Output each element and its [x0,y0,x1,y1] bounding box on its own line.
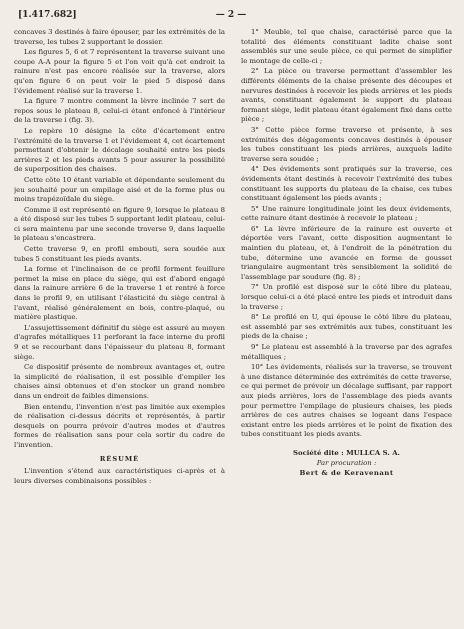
proxy-label: Par procuration : [316,458,377,467]
claim-item: 4° Des évidements sont pratiqués sur la traverse, ces évidements étant destinés à recevoir l'extrémité des tubes constituant les supports du plateau de la chaise, ces tubes constituant également les pieds avants ; [241,165,452,203]
paragraph: Ce dispositif présente de nombreux avantages et, outre la simplicité de réalisation, il est possible d'empiler les chaises ainsi obtenues et d'en stocker un grand nombre dans un endroit de faibles dimensions. [14,363,225,400]
page-header [12,10,450,24]
page-number: — 2 — [215,10,247,20]
paragraph: Cette traverse 9, en profil embouti, sera soudée aux tubes 5 constituant les pieds avants. [14,245,225,263]
paragraph: Cette côte 10 étant variable et dépendante seulement du jeu souhaité pour un empilage aisé et de la forme plus ou moins trapézoïdale du siège. [14,175,225,204]
left-column [14,28,225,487]
claim-item: 6° La lèvre inférieure de la rainure est ouverte et déportée vers l'avant, cette disposition augmentant le maintien du plateau, et, à l'endroit de la pénétration du tube, détermine une avancée en forme de gousset triangulaire augmentant très sensiblement la solidité de l'assemblage par soudure (fig. 8) ; [241,224,452,281]
paragraph: L'assujettissement définitif du siège est assuré au moyen d'agrafes métalliques 11 perforant la face interne du profil 9 et se recourbant dans l'épaisseur du plateau 8, formant siège. [14,323,225,361]
claim-item: 1° Meuble, tel que chaise, caractérisé parce que la totalité des éléments constituant ladite chaise sont assemblés sur une seule pièce, ce qui permet de simplifier le montage de celle-ci ; [241,28,452,65]
attorney-name: Bert & de Keravenant [299,468,394,477]
claim-item: 5° Une rainure longitudinale joint les deux évidements, cette rainure étant destinée à recevoir le plateau ; [241,204,452,223]
paragraph: Comme il est représenté en figure 9, lorsque le plateau 8 a été disposé sur les tubes 5 supportant ledit plateau, celui-ci sera maintenu par une seconde traverse 9, dans laquelle le plateau s'encastrera. [14,205,225,243]
claim-item: 2° La pièce ou traverse permettant d'assembler les différents éléments de la chaise présente des découpes et nervures destinées à recevoir les pieds arrières et les pieds avants, constituant également le support du plateau formant siège, ledit plateau étant également fixé dans cette pièce ; [241,67,452,124]
claim-item: 7° Un profilé est disposé sur le côté libre du plateau, lorsque celui-ci a été placé entre les pieds et introduit dans la traverse ; [241,283,452,311]
claim-item: 3° Cette pièce forme traverse et présente, à ses extrémités des dégagements concaves destinés à épouser les tubes constituant les pieds arrières, auxquels ladite traverse sera soudée ; [241,125,452,163]
text-columns [14,28,452,487]
company-name: Société dite : MULLCA S. A. [293,448,400,457]
paragraph: La figure 7 montre comment la lèvre inclinée 7 sert de repos sous le plateau 8, celui-ci étant enfoncé à l'intérieur de la traverse i (fig. 3). [14,97,225,125]
paragraph: concaves 3 destinés à faire épouser, par les extrémités de la traverse, les tubes 2 supportant le dossier. [14,28,225,46]
right-column [241,28,452,487]
patent-number: [1.417.682] [18,10,77,20]
signature-block [241,448,452,478]
paragraph: Les figures 5, 6 et 7 représentent la traverse suivant une coupe A-A pour la figure 5 et l'on voit qu'à cet endroit la rainure n'est pas encore réalisée sur la traverse, alors qu'en figure 6 on peut voir le pied 5 disposé dans l'évidement réalisé sur la traverse 1. [14,48,225,95]
paragraph: La forme et l'inclinaison de ce profil forment feuillure permet la mise en place du siège, qui est d'abord engagé dans la rainure arrière 6 de la traverse 1 et rentré à force dans le profil 9, en utilisant l'élasticité du siège central à l'avant, réalisé généralement en bois, contre-plaqué, ou matière plastique. [14,265,225,322]
claim-item: 8° Le profilé en U, qui épouse le côté libre du plateau, est assemblé par ses extrémités aux tubes, constituant les pieds de la chaise ; [241,313,452,341]
paragraph: Le repère 10 désigne la côte d'écartement entre l'extrémité de la traverse 1 et l'évidement 4, cet écartement permettant d'obtenir le décalage souhaité entre les pieds arrières 2 et les pieds avants 5 pour assurer la possibilité de superposition des chaises. [14,126,225,174]
summary-intro: L'invention s'étend aux caractéristiques ci-après et à leurs diverses combinaisons possibles : [14,467,225,485]
claim-item: 10° Les évidements, réalisés sur la traverse, se trouvent à une distance déterminée des extrémités de cette traverse, ce qui permet de prévoir un décalage suffisant, par rapport aux pieds arrières, lors de l'assemblage des pieds avants pour permettre l'empilage de plusieurs chaises, les pieds arrières de ces autres chaises se logeant dans l'espace existant entre les pieds arrières et le point de fixation des tubes constituant les pieds avants. [241,363,452,439]
summary-heading: RÉSUMÉ [99,454,140,463]
paragraph: Bien entendu, l'invention n'est pas limitée aux exemples de réalisation ci-dessus décrits et représentés, à partir desquels on pourra prévoir d'autres modes et d'autres formes de réalisation sans pour cela sortir du cadre de l'invention. [14,402,225,449]
claim-item: 9° Le plateau est assemblé à la traverse par des agrafes métalliques ; [241,343,452,361]
